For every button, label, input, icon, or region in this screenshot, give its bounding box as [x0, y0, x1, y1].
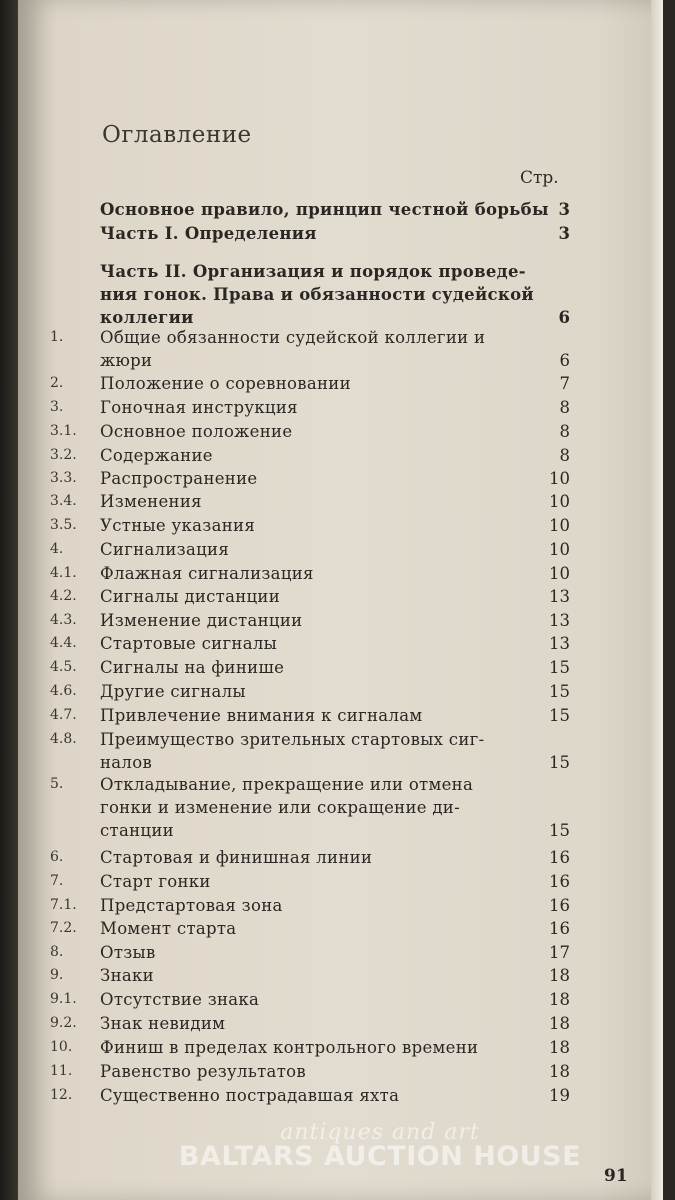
toc-entry: [50, 222, 570, 245]
toc-entry: [50, 870, 570, 893]
toc-entry-number: 2.: [50, 375, 64, 391]
toc-entry-page: 15: [549, 753, 570, 772]
toc-entry: [50, 609, 570, 632]
toc-entry: [50, 1012, 570, 1035]
watermark: [150, 1120, 610, 1172]
toc-entry: [50, 420, 570, 443]
toc-entry-number: 4.7.: [50, 707, 77, 723]
toc-entry-title: коллегии: [100, 308, 194, 327]
toc-entry-page: 8: [559, 422, 570, 441]
toc-entry-title: Сигналы на финише: [100, 658, 285, 677]
toc-entry-title: ния гонок. Права и обязанности судейской: [100, 285, 534, 304]
toc-entry-page: 8: [559, 398, 570, 417]
toc-entry-title: Привлечение внимания к сигналам: [100, 706, 423, 725]
toc-entry-title: Стартовая и финишная линии: [100, 848, 373, 867]
toc-entry-title: Флажная сигнализация: [100, 564, 314, 583]
toc-entry-title: Предстартовая зона: [100, 896, 283, 915]
toc-entry-title: Момент старта: [100, 919, 237, 938]
toc-entry-page: 6: [558, 308, 570, 327]
toc-entry: [50, 1084, 570, 1107]
toc-entry-page: 18: [549, 1062, 570, 1081]
toc-entry: [50, 846, 570, 869]
toc-entry: [50, 894, 570, 917]
toc-entry: [50, 656, 570, 679]
toc-entry-page: 16: [549, 848, 570, 867]
toc-entry-page: 3: [558, 224, 570, 243]
toc-entry: [50, 680, 570, 703]
toc-entry-page: 18: [549, 990, 570, 1009]
toc-entry: [50, 198, 570, 221]
toc-entry-number: 7.: [50, 873, 64, 889]
toc-entry: [50, 1036, 570, 1059]
toc-entry-number: 3.1.: [50, 423, 77, 439]
toc-entry: [50, 260, 570, 329]
toc-entry: [50, 585, 570, 608]
toc-entry: [50, 632, 570, 655]
toc-entry-page: 3: [558, 200, 570, 219]
toc-entry-number: 10.: [50, 1039, 73, 1055]
toc-entry-page: 10: [549, 540, 570, 559]
toc-entry: [50, 444, 570, 467]
watermark-tagline: antiques and art: [280, 1120, 480, 1145]
toc-entry-page: 16: [549, 872, 570, 891]
toc-entry-number: 3.2.: [50, 447, 77, 463]
toc-entry-page: 6: [559, 351, 570, 370]
toc-entry-page: 15: [549, 821, 570, 840]
toc-entry-page: 13: [549, 587, 570, 606]
toc-entry-title: Устные указания: [100, 516, 256, 535]
toc-entry-page: 15: [549, 682, 570, 701]
toc-entry-number: 4.5.: [50, 659, 77, 675]
toc-entry-page: 18: [549, 966, 570, 985]
toc-entry-page: 10: [549, 492, 570, 511]
toc-entry: [50, 704, 570, 727]
toc-entry-page: 10: [549, 516, 570, 535]
toc-entry-page: 13: [549, 634, 570, 653]
toc-entry-title: Общие обязанности судейской коллегии и: [100, 328, 486, 347]
toc-entry-title: Финиш в пределах контрольного времени: [100, 1038, 479, 1057]
toc-entry: [50, 773, 570, 842]
toc-entry: [50, 941, 570, 964]
toc-entry: [50, 372, 570, 395]
toc-entry-title: Сигналы дистанции: [100, 587, 281, 606]
toc-entry-title: жюри: [100, 351, 153, 370]
toc-entry: [50, 514, 570, 537]
toc-entry-page: 16: [549, 896, 570, 915]
page-column-header: Стр.: [520, 168, 559, 188]
toc-entry-page: 10: [549, 564, 570, 583]
toc-entry-number: 1.: [50, 329, 64, 345]
toc-entry-title: Преимущество зрительных стартовых сиг-: [100, 730, 485, 749]
toc-entry-title: Отсутствие знака: [100, 990, 260, 1009]
toc-entry-page: 15: [549, 658, 570, 677]
toc-entry-title: станции: [100, 821, 174, 840]
toc-entry-number: 4.2.: [50, 588, 77, 604]
page-number: 91: [604, 1166, 628, 1186]
toc-entry-number: 9.2.: [50, 1015, 77, 1031]
toc-entry-page: 17: [549, 943, 570, 962]
toc-entry-page: 7: [559, 374, 570, 393]
toc-entry-number: 4.3.: [50, 612, 77, 628]
toc-entry: [50, 396, 570, 419]
toc-entry-number: 7.2.: [50, 920, 77, 936]
toc-entry-page: 10: [549, 469, 570, 488]
toc-entry-title: гонки и изменение или сокращение ди-: [100, 798, 460, 817]
toc-entry: [50, 490, 570, 513]
toc-entry-title: Сигнализация: [100, 540, 230, 559]
toc-entry: [50, 988, 570, 1011]
toc-entry-page: 13: [549, 611, 570, 630]
toc-entry-title: Другие сигналы: [100, 682, 246, 701]
toc-entry-number: 3.3.: [50, 470, 77, 486]
toc-entry-number: 12.: [50, 1087, 73, 1103]
toc-entry-title: Содержание: [100, 446, 213, 465]
toc-entry-number: 9.: [50, 967, 64, 983]
toc-entry-title: налов: [100, 753, 153, 772]
toc-entry-title: Равенство результатов: [100, 1062, 306, 1081]
toc-entry-number: 7.1.: [50, 897, 77, 913]
toc-entry: [50, 538, 570, 561]
toc-entry: [50, 964, 570, 987]
toc-entry-page: 18: [549, 1038, 570, 1057]
toc-entry-number: 6.: [50, 849, 64, 865]
toc-entry-number: 3.4.: [50, 493, 77, 509]
toc-entry-number: 3.5.: [50, 517, 77, 533]
toc-entry-title: Основное правило, принцип честной борьбы: [100, 200, 549, 219]
toc-entry-title: Отзыв: [100, 943, 156, 962]
toc-entry-title: Старт гонки: [100, 872, 211, 891]
toc-entry: [50, 728, 570, 774]
toc-entry-title: Часть II. Организация и порядок проведе-: [100, 262, 526, 281]
toc-entry-title: Изменения: [100, 492, 202, 511]
toc-entry-number: 11.: [50, 1063, 73, 1079]
toc-entry-page: 18: [549, 1014, 570, 1033]
toc-entry-title: Изменение дистанции: [100, 611, 303, 630]
toc-entry-number: 4.4.: [50, 635, 77, 651]
toc-entry-page: 19: [549, 1086, 570, 1105]
toc-entry-number: 3.: [50, 399, 64, 415]
toc-entry-title: Существенно пострадавшая яхта: [100, 1086, 400, 1105]
toc-entry: [50, 562, 570, 585]
toc-entry-number: 5.: [50, 776, 64, 792]
toc-entry-number: 4.6.: [50, 683, 77, 699]
toc-entry: [50, 326, 570, 372]
toc-entry-number: 4.8.: [50, 731, 77, 747]
toc-entry-number: 4.: [50, 541, 64, 557]
toc-entry-number: 9.1.: [50, 991, 77, 1007]
toc-entry-number: 4.1.: [50, 565, 77, 581]
page-title: Оглавление: [102, 122, 252, 148]
toc-entry-title: Гоночная инструкция: [100, 398, 298, 417]
toc-entry: [50, 467, 570, 490]
toc-entry-title: Стартовые сигналы: [100, 634, 278, 653]
toc-entry-title: Откладывание, прекращение или отмена: [100, 775, 474, 794]
watermark-brand: BALTARS AUCTION HOUSE: [178, 1141, 582, 1172]
toc-entry-title: Знак невидим: [100, 1014, 226, 1033]
toc-entry-title: Часть I. Определения: [100, 224, 317, 243]
book-spine-shadow: [0, 0, 18, 1200]
toc-entry: [50, 917, 570, 940]
toc-entry-page: 16: [549, 919, 570, 938]
page-edge: [651, 0, 663, 1200]
toc-entry: [50, 1060, 570, 1083]
toc-entry-title: Распространение: [100, 469, 258, 488]
toc-entry-page: 15: [549, 706, 570, 725]
toc-entry-title: Знаки: [100, 966, 154, 985]
toc-entry-page: 8: [559, 446, 570, 465]
toc-entry-title: Положение о соревновании: [100, 374, 351, 393]
toc-entry-title: Основное положение: [100, 422, 293, 441]
toc-entry-number: 8.: [50, 944, 64, 960]
